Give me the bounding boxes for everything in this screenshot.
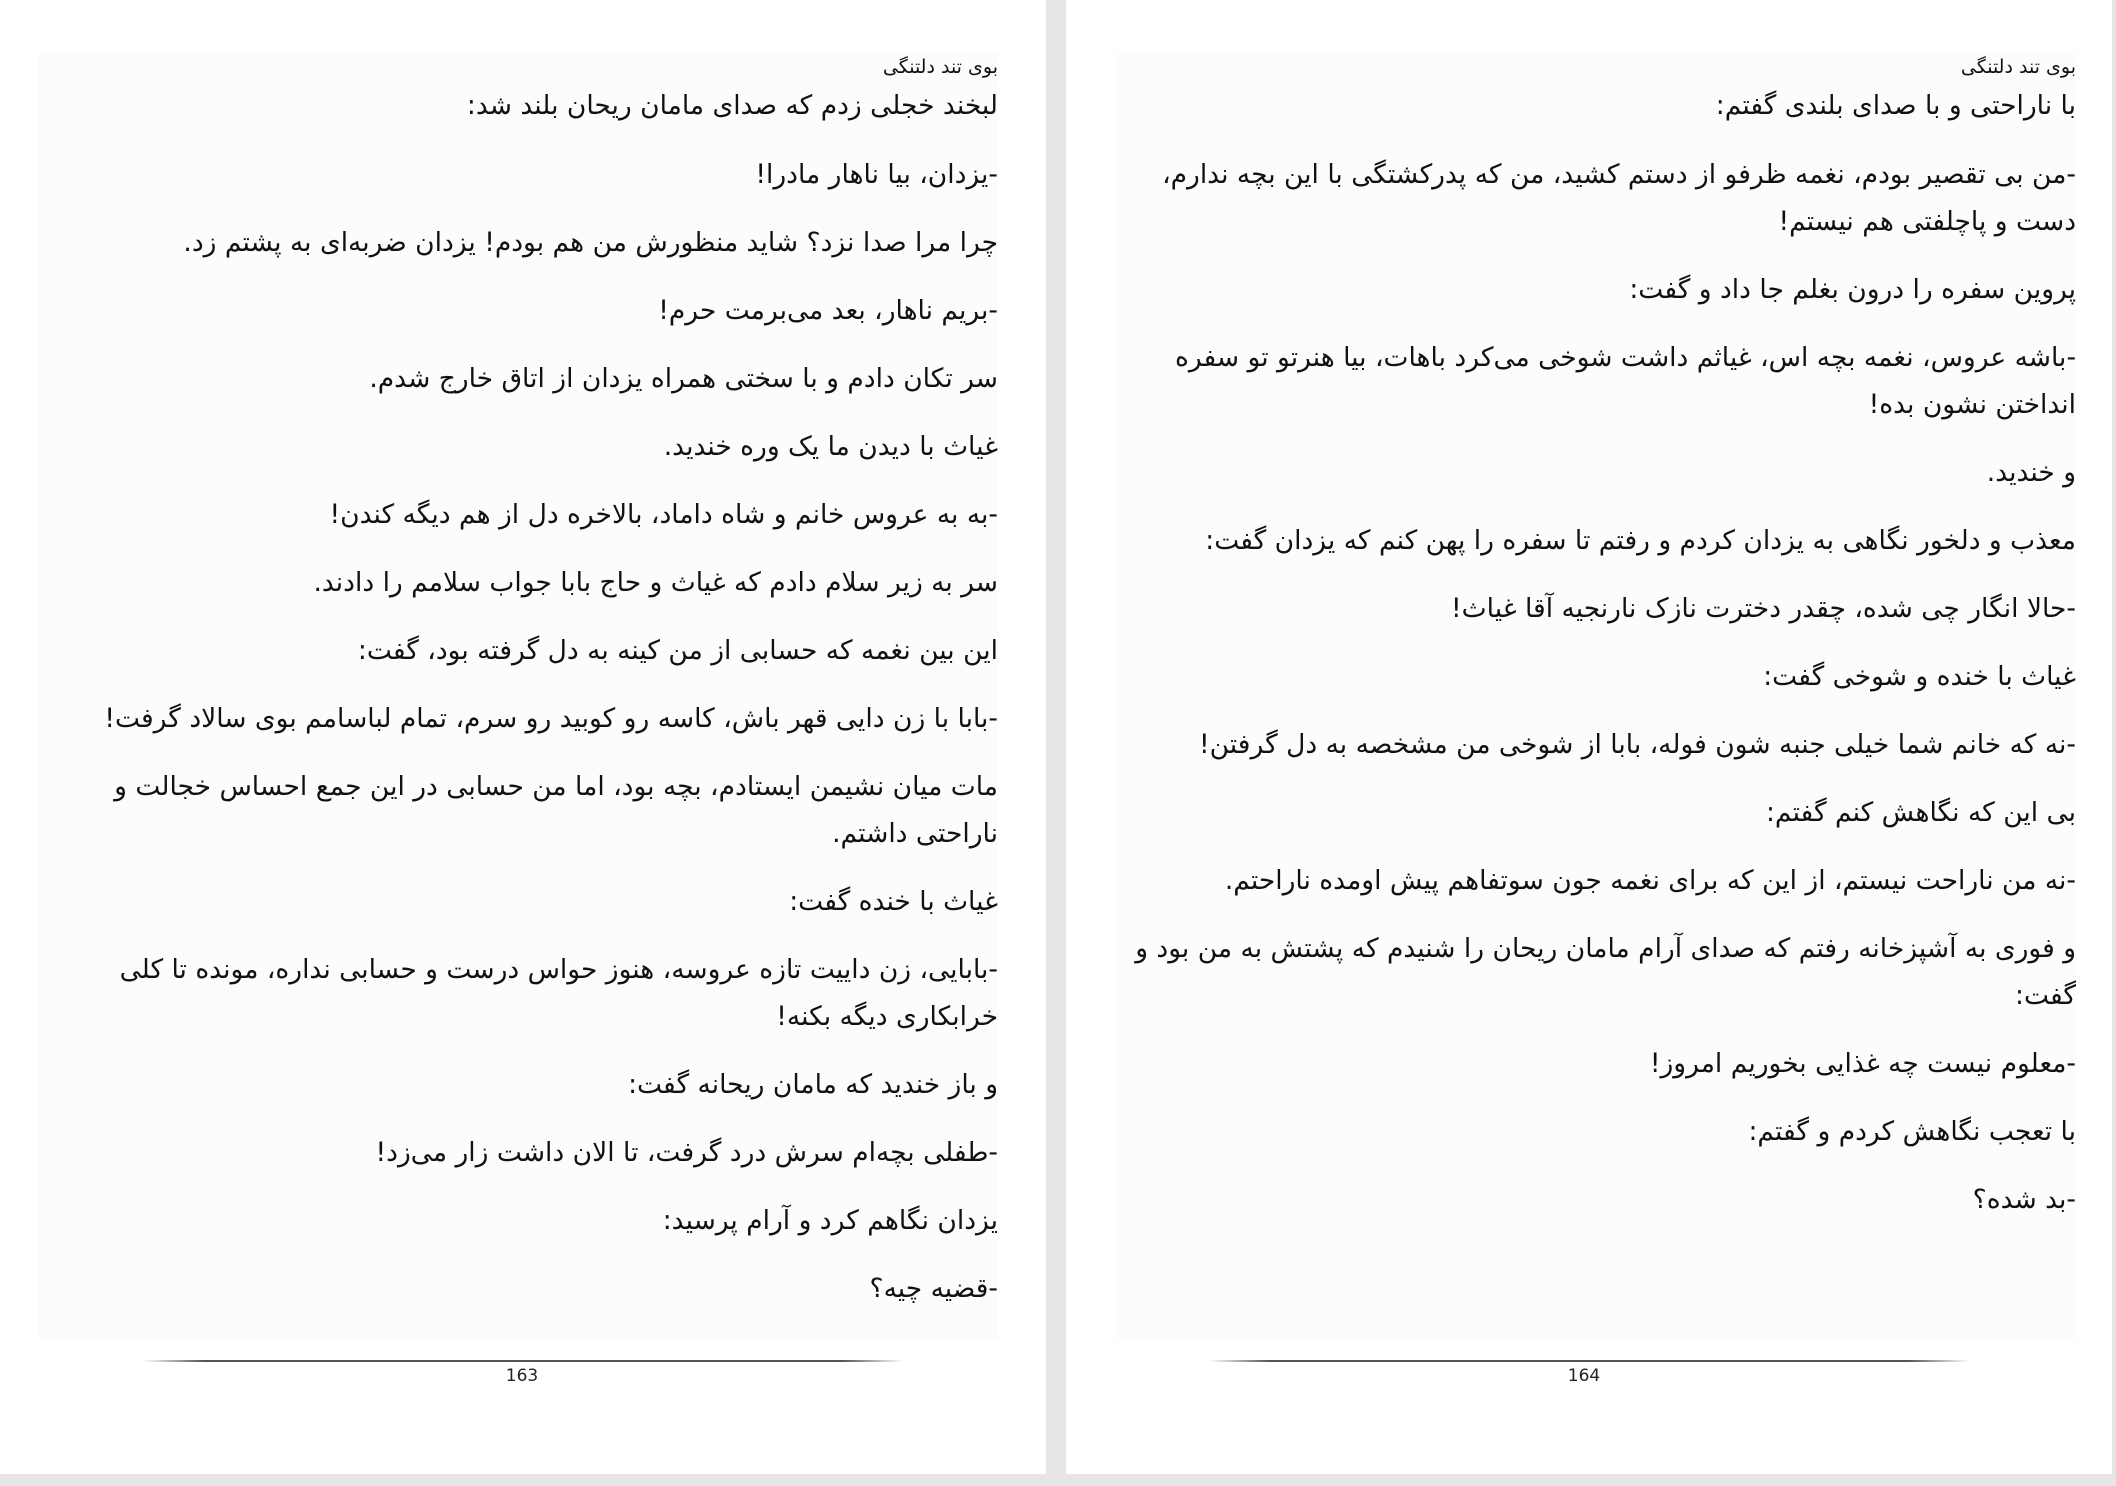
paragraph: -بریم ناهار، بعد می‌برمت حرم! bbox=[658, 295, 998, 326]
page-text-area bbox=[38, 52, 998, 1340]
book-page-164 bbox=[1066, 0, 2112, 1474]
paragraph: غیاث با خنده و شوخی گفت: bbox=[1763, 661, 2076, 692]
paragraph: -بابایی، زن داییت تازه عروسه، هنوز حواس درست و حسابی نداره، مونده تا کلی خرابکاری دیگه بکنه! bbox=[119, 954, 998, 1032]
running-head: بوی تند دلتنگی bbox=[882, 56, 998, 78]
paragraph: و خندید. bbox=[1986, 457, 2076, 488]
paragraph: این بین نغمه که حسابی از من کینه به دل گرفته بود، گفت: bbox=[357, 635, 998, 666]
paragraph: معذب و دلخور نگاهی به یزدان کردم و رفتم تا سفره را پهن کنم که یزدان گفت: bbox=[1205, 525, 2076, 556]
paragraph: مات میان نشیمن ایستادم، بچه بود، اما من حسابی در این جمع احساس خجالت و ناراحتی داشتم. bbox=[114, 771, 998, 849]
paragraph: -طفلی بچه‌ام سرش درد گرفت، تا الان داشت زار می‌زد! bbox=[375, 1137, 998, 1168]
paragraph: و باز خندید که مامان ریحانه گفت: bbox=[628, 1069, 998, 1100]
paragraph: -حالا انگار چی شده، چقدر دخترت نازک نارنجیه آقا غیاث! bbox=[1451, 593, 2076, 624]
paragraph: -نه من ناراحت نیستم، از این که برای نغمه جون سوتفاهم پیش اومده ناراحتم. bbox=[1224, 865, 2076, 896]
paragraph: پروین سفره را درون بغلم جا داد و گفت: bbox=[1629, 274, 2076, 305]
paragraph: چرا مرا صدا نزد؟ شاید منظورش من هم بودم! یزدان ضربه‌ای به پشتم زد. bbox=[183, 227, 998, 258]
paragraph: لبخند خجلی زدم که صدای مامان ریحان بلند شد: bbox=[466, 90, 998, 121]
paragraph: غیاث با خنده گفت: bbox=[789, 886, 998, 917]
paragraph: با ناراحتی و با صدای بلندی گفتم: bbox=[1715, 90, 2076, 121]
paragraph: -بابا با زن دایی قهر باش، کاسه رو کوبید رو سرم، تمام لباسامم بوی سالاد گرفت! bbox=[104, 703, 998, 734]
paragraph: -من بی تقصیر بودم، نغمه ظرفو از دستم کشید، من که پدرکشتگی با این بچه ندارم، دست و پاچلفتی هم نیستم! bbox=[1162, 159, 2076, 237]
paragraph: -نه که خانم شما خیلی جنبه شون فوله، بابا از شوخی من مشخصه به دل گرفتن! bbox=[1198, 729, 2076, 760]
page-number: 164 bbox=[1567, 1366, 1601, 1386]
paragraph: -قضیه چیه؟ bbox=[869, 1273, 998, 1304]
paragraph: -به به عروس خانم و شاه داماد، بالاخره دل از هم دیگه کندن! bbox=[329, 499, 998, 530]
footer-divider bbox=[143, 1360, 903, 1362]
page-body bbox=[1116, 82, 2076, 1223]
paragraph: سر تکان دادم و با سختی همراه یزدان از اتاق خارج شدم. bbox=[369, 363, 998, 394]
paragraph: -بد شده؟ bbox=[1972, 1184, 2076, 1215]
page-text-area bbox=[1116, 52, 2076, 1340]
book-page-163 bbox=[0, 0, 1046, 1474]
paragraph: سر به زیر سلام دادم که غیاث و حاج بابا جواب سلامم را دادند. bbox=[313, 567, 998, 598]
paragraph: یزدان نگاهم کرد و آرام پرسید: bbox=[662, 1205, 998, 1236]
footer-divider bbox=[1209, 1360, 1969, 1362]
paragraph: -معلوم نیست چه غذایی بخوریم امروز! bbox=[1649, 1048, 2076, 1079]
running-head: بوی تند دلتنگی bbox=[1960, 56, 2076, 78]
paragraph: -یزدان، بیا ناهار مادرا! bbox=[755, 159, 998, 190]
paragraph: غیاث با دیدن ما یک وره خندید. bbox=[663, 431, 998, 462]
page-number: 163 bbox=[505, 1366, 539, 1386]
paragraph: و فوری به آشپزخانه رفتم که صدای آرام مامان ریحان را شنیدم که پشتش به من بود و گفت: bbox=[1135, 933, 2076, 1011]
paragraph: با تعجب نگاهش کردم و گفتم: bbox=[1748, 1116, 2076, 1147]
page-body bbox=[38, 82, 998, 1312]
paragraph: -باشه عروس، نغمه بچه اس، غیاثم داشت شوخی می‌کرد باهات، بیا هنرتو تو سفره انداختن نشون بده! bbox=[1175, 342, 2076, 420]
paragraph: بی این که نگاهش کنم گفتم: bbox=[1766, 797, 2076, 828]
